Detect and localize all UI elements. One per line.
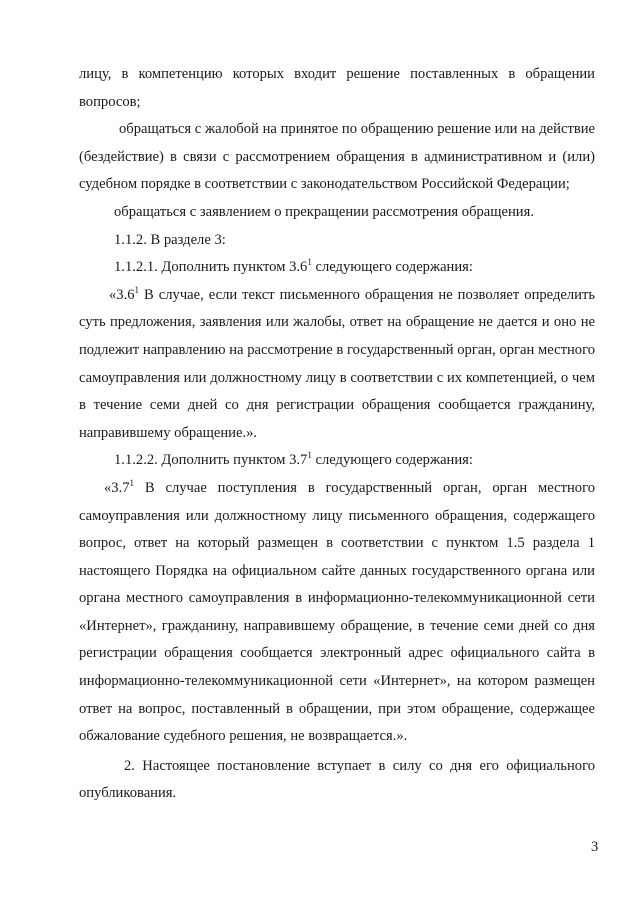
paragraph-addressee-competence: лицу, в компетенцию которых входит решение поставленных в обращении вопросов; [79, 66, 595, 110]
point-3-6-text: В случае, если текст письменного обращения не позволяет определить суть предложения, заявления или жалобы, ответ на обращение не дается и оно не подлежит направлению на рассмотрение в государственный орган, орган местного самоуправления или должностному лицу в соответствии с их компетенцией, о чем в течение семи дней со дня регистрации обращения сообщается гражданину, направившему обращение.». [79, 286, 595, 441]
point-3-7-text: В случае поступления в государственный орган, орган местного самоуправления или должностному лицу письменного обращения, содержащего вопрос, ответ на который размещен в соответствии с пунктом 1.5 раздела 1 настоящего Порядка на официальном сайте данных государственного органа или органа местного самоуправления в информационно-телекоммуникационной сети «Интернет», гражданину, направившему обращение, в течение семи дней со дня регистрации обращения сообщается электронный адрес официального сайта в информационно-телекоммуникационной сети «Интернет», на котором размещен ответ на вопрос, поставленный в обращении, при этом обращение, содержащее обжалование судебного решения, не возвращается.». [79, 479, 595, 745]
quote-open-3-6: «3.6 [109, 286, 135, 303]
paragraph-entry-into-force: 2. Настоящее постановление вступает в силу со дня его официального опубликования. [79, 757, 595, 802]
paragraph-add-point-3-6-tail: следующего содержания: [311, 259, 473, 276]
paragraph-point-3-6-content [79, 282, 595, 448]
superscript-index: 1 [307, 450, 312, 461]
paragraph-add-point-3-6-text: 1.1.2.1. Дополнить пунктом 3.6 [114, 259, 308, 276]
document-body [79, 61, 595, 808]
page-number: 3 [591, 839, 599, 855]
superscript-index: 1 [307, 257, 312, 268]
paragraph-section-3-heading: 1.1.2. В разделе 3: [114, 231, 226, 248]
paragraph-add-point-3-7 [79, 447, 595, 475]
quote-open-3-7: «3.7 [104, 479, 130, 496]
paragraph-add-point-3-7-tail: следующего содержания: [311, 452, 473, 469]
superscript-index: 1 [134, 284, 140, 295]
paragraph-add-point-3-7-text: 1.1.2.2. Дополнить пунктом 3.7 [114, 452, 308, 469]
superscript-index: 1 [129, 477, 135, 488]
paragraph-termination-request: обращаться с заявлением о прекращении рассмотрения обращения. [114, 203, 534, 220]
paragraph-point-3-7-content [79, 475, 595, 751]
paragraph-add-point-3-6 [79, 254, 595, 282]
paragraph-complaint-right: обращаться с жалобой на принятое по обращению решение или на действие (бездействие) в связи с рассмотрением обращения в административном и (или) судебном порядке в соответствии с законодательством Российской Федерации; [79, 121, 595, 193]
